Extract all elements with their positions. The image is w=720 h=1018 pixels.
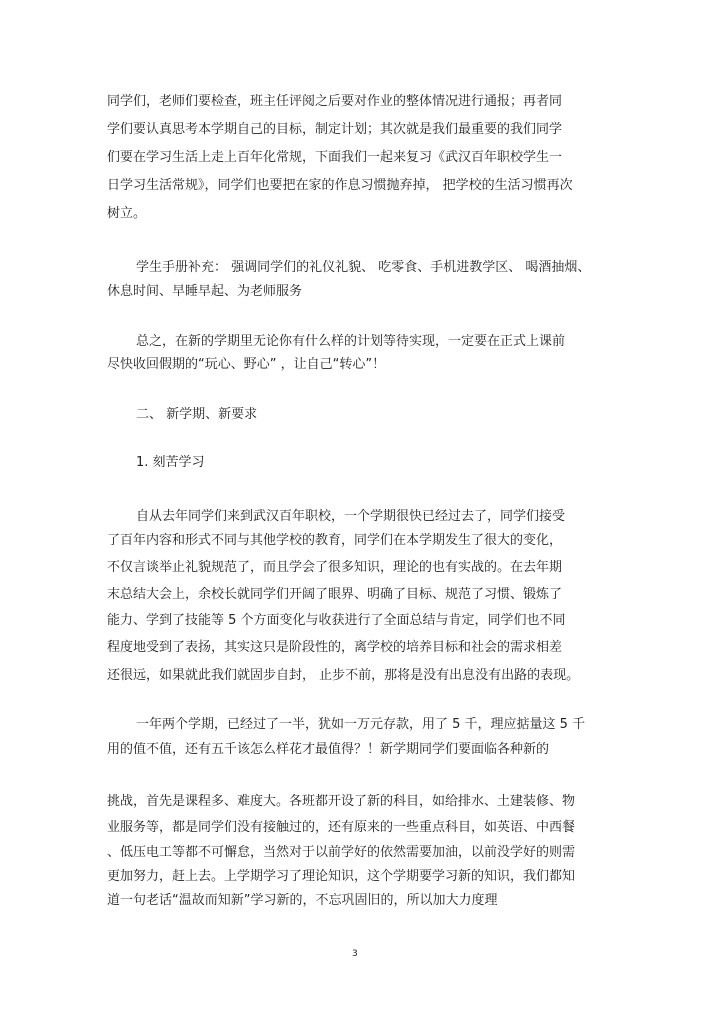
text-line: 程度地受到了表扬，其实这只是阶段性的，离学校的培养目标和社会的需求相差 [107,640,563,655]
text-line: 末总结大会上，余校长就同学们开阔了眼界、明确了目标、规范了习惯、锻炼了 [107,587,563,602]
text-line: 尽快收回假期的“玩心、野心” ，让自己“转心”！ [107,357,386,372]
text-line: 更加努力，赶上去。上学期学习了理论知识，这个学期要学习新的知识，我们都知 [107,869,576,884]
subsection-heading: 1. 刻苦学习 [136,455,205,470]
text-line: 业服务等，都是同学们没有接触过的，还有原来的一些重点科目，如英语、中西餐 [107,820,576,835]
text-line: 们要在学习生活上走上百年化常规，下面我们一起来复习《武汉百年职校学生一 [107,150,563,165]
text-line: 学生手册补充： 强调同学们的礼仪礼貌、 吃零食、手机进教学区、 喝酒抽烟、 [136,260,591,275]
page-number: 3 [352,949,358,959]
text-line: 还很远，如果就此我们就固步自封， 止步不前，那将是没有出息没有出路的表现。 [107,668,580,683]
text-line: 同学们，老师们要检查，班主任评阅之后要对作业的整体情况进行通报；再者同 [107,94,563,109]
text-line: 能力、学到了技能等 5 个方面变化与收获进行了全面总结与肯定，同学们也不同 [107,613,566,628]
text-line: 一年两个学期，已经过了一半，犹如一万元存款，用了 5 千，理应掂量这 5 千 [136,717,586,732]
text-line: 总之，在新的学期里无论你有什么样的计划等待实现，一定要在正式上课前 [136,334,566,349]
text-line: 了百年内容和形式不同与其他学校的教育，同学们在本学期发生了很大的变化， [107,533,563,548]
text-line: 自从去年同学们来到武汉百年职校，一个学期很快已经过去了，同学们接受 [136,509,566,524]
text-line: 不仅言谈举止礼貌规范了，而且学会了很多知识，理论的也有实战的。在去年期 [107,560,563,575]
text-line: 学们要认真思考本学期自己的目标，制定计划；其次就是我们最重要的我们同学 [107,122,563,137]
text-line: 挑战，首先是课程多、难度大。各班都开设了新的科目，如给排水、土建装修、物 [107,794,576,809]
text-line: 树立。 [107,206,147,221]
text-line: 、低压电工等都不可懈怠，当然对于以前学好的依然需要加油，以前没学好的则需 [107,845,576,860]
text-line: 休息时间、早睡早起、为老师服务 [107,284,303,299]
section-heading: 二、 新学期、新要求 [136,407,258,422]
text-line: 用的值不值，还有五千该怎么样花才最值得？！新学期同学们要面临各种新的 [107,742,550,757]
text-line: 日学习生活常规》，同学们也要把在家的作息习惯抛弃掉， 把学校的生活习惯再次 [107,178,573,193]
text-line: 道一句老话“温故而知新”学习新的，不忘巩固旧的，所以加大力度理 [107,893,498,908]
